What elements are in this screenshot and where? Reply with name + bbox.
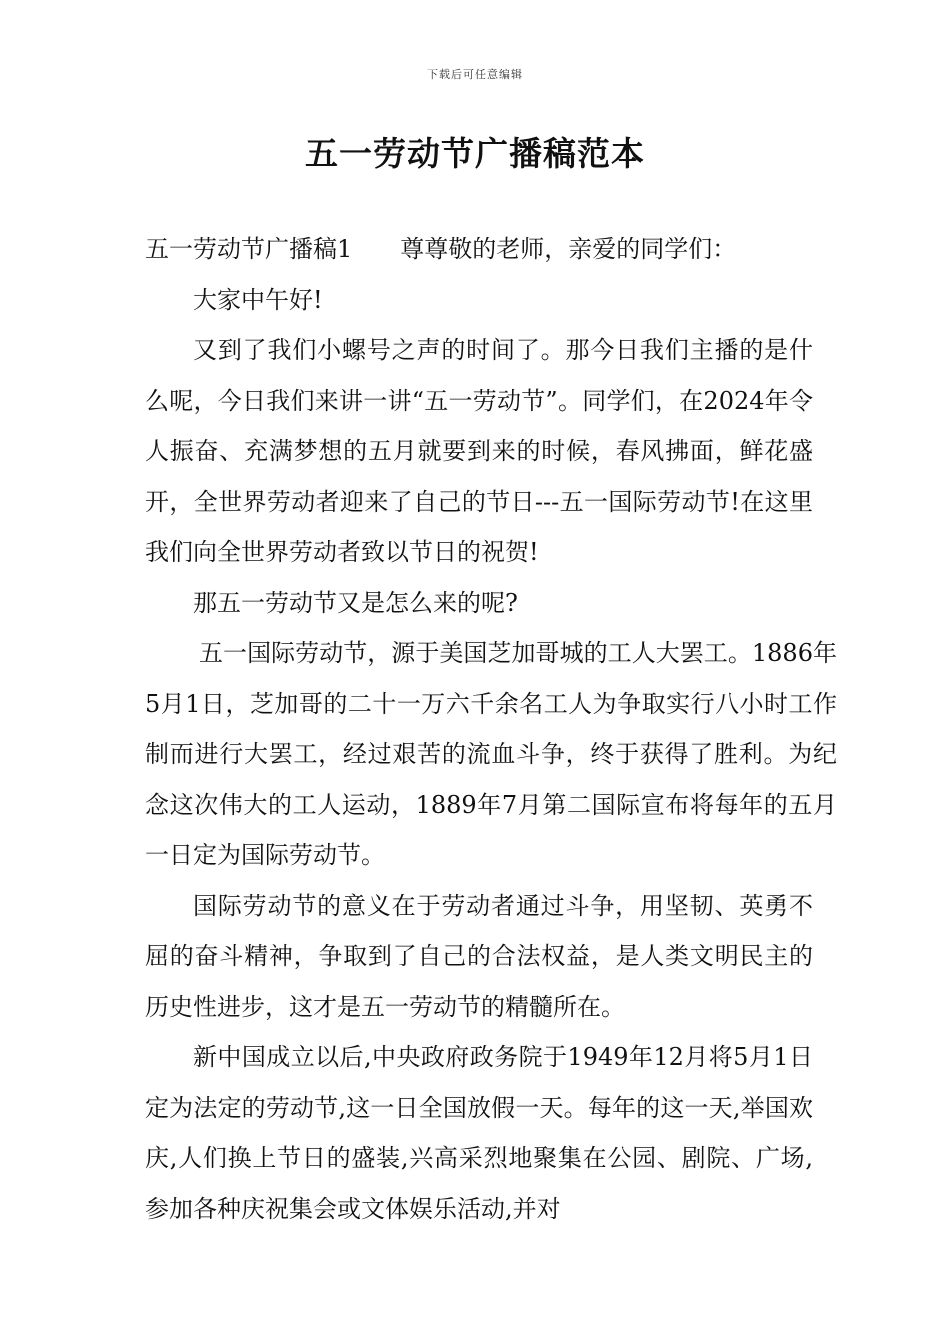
paragraph-meaning: 国际劳动节的意义在于劳动者通过斗争，用坚韧、英勇不屈的奋斗精神，争取到了自己的合法权益，是人类文明民主的历史性进步，这才是五一劳动节的精髓所在。	[145, 891, 813, 1021]
paragraph-opening: 五一劳动节广播稿1 尊尊敬的老师，亲爱的同学们：	[145, 235, 737, 263]
paragraph-new-china: 新中国成立以后,中央政府政务院于1949年12月将5月1日定为法定的劳动节,这一日全国放假一天。每年的这一天,举国欢庆,人们换上节日的盛装,兴高采烈地聚集在公园、剧院、广场,参加各种庆祝集会或文体娱乐活动,并对	[145, 1043, 813, 1223]
paragraph-origin: 五一国际劳动节，源于美国芝加哥城的工人大罢工。1886年5月1日，芝加哥的二十一万六千余名工人为争取实行八小时工作制而进行大罢工，经过艰苦的流血斗争，终于获得了胜利。为纪念这次伟大的工人运动，1889年7月第二国际宣布将每年的五月一日定为国际劳动节。	[145, 639, 837, 869]
paragraph-intro: 又到了我们小螺号之声的时间了。那今日我们主播的是什么呢，今日我们来讲一讲“五一劳动节”。同学们，在2024年令人振奋、充满梦想的五月就要到来的时候，春风拂面，鲜花盛开，全世界劳动者迎来了自己的节日---五一国际劳动节!在这里我们向全世界劳动者致以节日的祝贺!	[145, 336, 813, 566]
paragraph-question: 那五一劳动节又是怎么来的呢?	[193, 588, 518, 617]
document-title: 五一劳动节广播稿范本	[305, 134, 645, 173]
page-header-note: 下载后可任意编辑	[427, 68, 523, 81]
paragraph-greeting: 大家中午好!	[193, 285, 323, 314]
document-body	[145, 224, 837, 1234]
